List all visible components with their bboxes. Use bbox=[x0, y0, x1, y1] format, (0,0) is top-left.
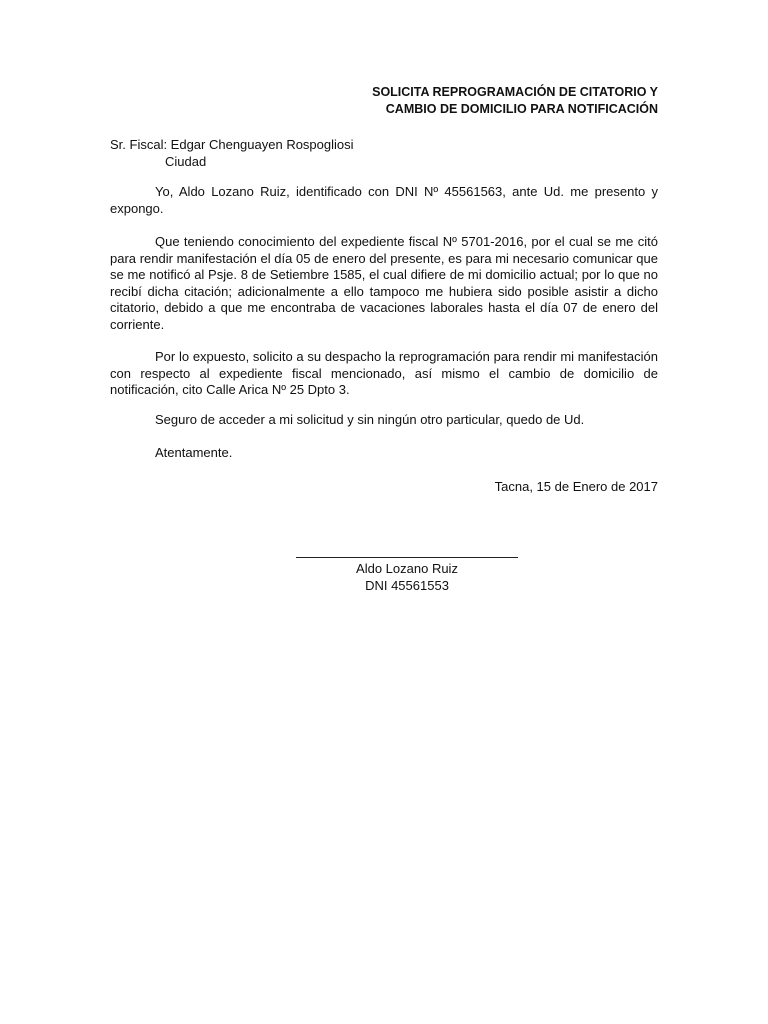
signer-name: Aldo Lozano Ruiz bbox=[356, 561, 458, 576]
recipient-name: Sr. Fiscal: Edgar Chenguayen Rospogliosi bbox=[110, 137, 354, 152]
title-line-1: SOLICITA REPROGRAMACIÓN DE CITATORIO Y bbox=[372, 85, 658, 99]
document-date: Tacna, 15 de Enero de 2017 bbox=[494, 479, 658, 494]
signer-dni: DNI 45561553 bbox=[365, 578, 449, 593]
paragraph-text: Por lo expuesto, solicito a su despacho la reprogramación para rendir mi manifestación con respecto al expediente fiscal mencionado, así mismo el cambio de domicilio de notificación, cito Calle Arica Nº 25 Dpto 3. bbox=[110, 349, 658, 397]
paragraph-facts bbox=[110, 234, 658, 333]
paragraph-closing bbox=[110, 412, 658, 429]
recipient-block bbox=[110, 136, 354, 170]
signature-block bbox=[296, 545, 518, 594]
paragraph-text: Yo, Aldo Lozano Ruiz, identificado con DNI Nº 45561563, ante Ud. me presento y expongo. bbox=[110, 184, 658, 216]
recipient-city: Ciudad bbox=[165, 154, 207, 169]
paragraph-request bbox=[110, 349, 658, 399]
paragraph-text: Atentamente. bbox=[155, 445, 233, 460]
paragraph-text: Que teniendo conocimiento del expediente fiscal Nº 5701-2016, por el cual se me citó para rendir manifestación el día 05 de enero del presente, es para mi necesario comunicar que se me notificó al Psje. 8 de Setiembre 1585, el cual difiere de mi domicilio actual; por lo que no recibí dicha citación; adicionalmente a ello tampoco me hubiera sido posible asistir a dicho citatorio, debido a que me encontraba de vacaciones laborales hasta el día 07 de enero del corriente. bbox=[110, 234, 658, 332]
paragraph-text: Seguro de acceder a mi solicitud y sin ningún otro particular, quedo de Ud. bbox=[155, 412, 585, 427]
signature-line bbox=[296, 545, 518, 558]
paragraph-introduction bbox=[110, 184, 658, 217]
document-title bbox=[372, 84, 658, 118]
title-line-2: CAMBIO DE DOMICILIO PARA NOTIFICACIÓN bbox=[385, 102, 658, 116]
paragraph-salutation bbox=[110, 445, 658, 462]
